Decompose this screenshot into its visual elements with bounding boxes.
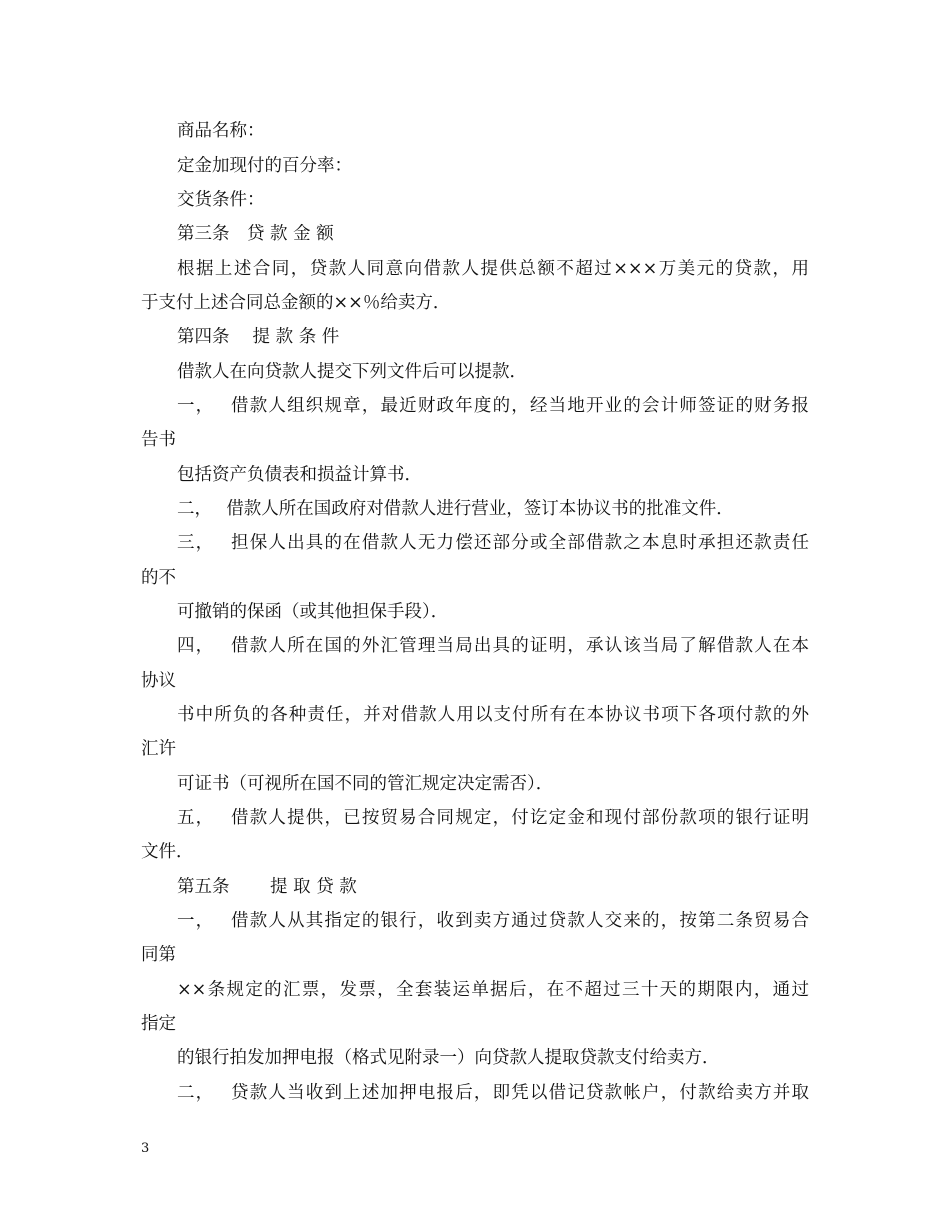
article-heading: 第三条 贷 款 金 额 <box>177 224 334 244</box>
text-line: 四， 借款人所在国的外汇管理当局出具的证明，承认该当局了解借款人在本 <box>177 636 809 656</box>
text-line: ××条规定的汇票，发票，全套装运单据后，在不超过三十天的期限内，通过 <box>177 980 809 1000</box>
text-line: 协议 <box>141 671 176 691</box>
article-heading: 第四条 提 款 条 件 <box>177 327 340 347</box>
text-line: 汇许 <box>141 739 176 759</box>
text-line: 五， 借款人提供，已按贸易合同规定，付讫定金和现付部份款项的银行证明 <box>177 808 809 828</box>
text-line: 包括资产负债表和损益计算书． <box>177 465 422 485</box>
text-line: 二， 贷款人当收到上述加押电报后，即凭以借记贷款帐户，付款给卖方并取 <box>177 1083 809 1103</box>
text-line: 二， 借款人所在国政府对借款人进行营业，签订本协议书的批准文件． <box>177 499 734 519</box>
text-line: 借款人在向贷款人提交下列文件后可以提款． <box>177 362 527 382</box>
text-line: 一， 借款人组织规章，最近财政年度的，经当地开业的会计师签证的财务报 <box>177 396 809 416</box>
text-line: 根据上述合同，贷款人同意向借款人提供总额不超过×××万美元的贷款，用 <box>177 259 809 279</box>
text-line: 文件． <box>141 842 194 862</box>
text-line: 的不 <box>141 568 176 588</box>
text-line: 一， 借款人从其指定的银行，收到卖方通过贷款人交来的，按第二条贸易合 <box>177 911 809 931</box>
text-line: 可撤销的保函（或其他担保手段）． <box>177 602 449 622</box>
text-line: 三， 担保人出具的在借款人无力偿还部分或全部借款之本息时承担还款责任 <box>177 533 809 553</box>
text-line: 的银行拍发加押电报（格式见附录一）向贷款人提取贷款支付给卖方． <box>177 1048 720 1068</box>
text-line: 同第 <box>141 945 176 965</box>
text-line: 书中所负的各种责任，并对借款人用以支付所有在本协议书项下各项付款的外 <box>177 705 809 725</box>
article-heading: 第五条 提 取 贷 款 <box>177 877 357 897</box>
text-line: 于支付上述合同总金额的××％给卖方． <box>141 293 451 313</box>
text-line: 告书 <box>141 430 176 450</box>
text-line: 指定 <box>141 1014 176 1034</box>
text-line: 定金加现付的百分率： <box>177 156 352 176</box>
text-line: 交货条件： <box>177 190 265 210</box>
text-line: 可证书（可视所在国不同的管汇规定决定需否）． <box>177 774 554 794</box>
page-number: 3 <box>141 1141 150 1156</box>
text-line: 商品名称： <box>177 121 265 141</box>
